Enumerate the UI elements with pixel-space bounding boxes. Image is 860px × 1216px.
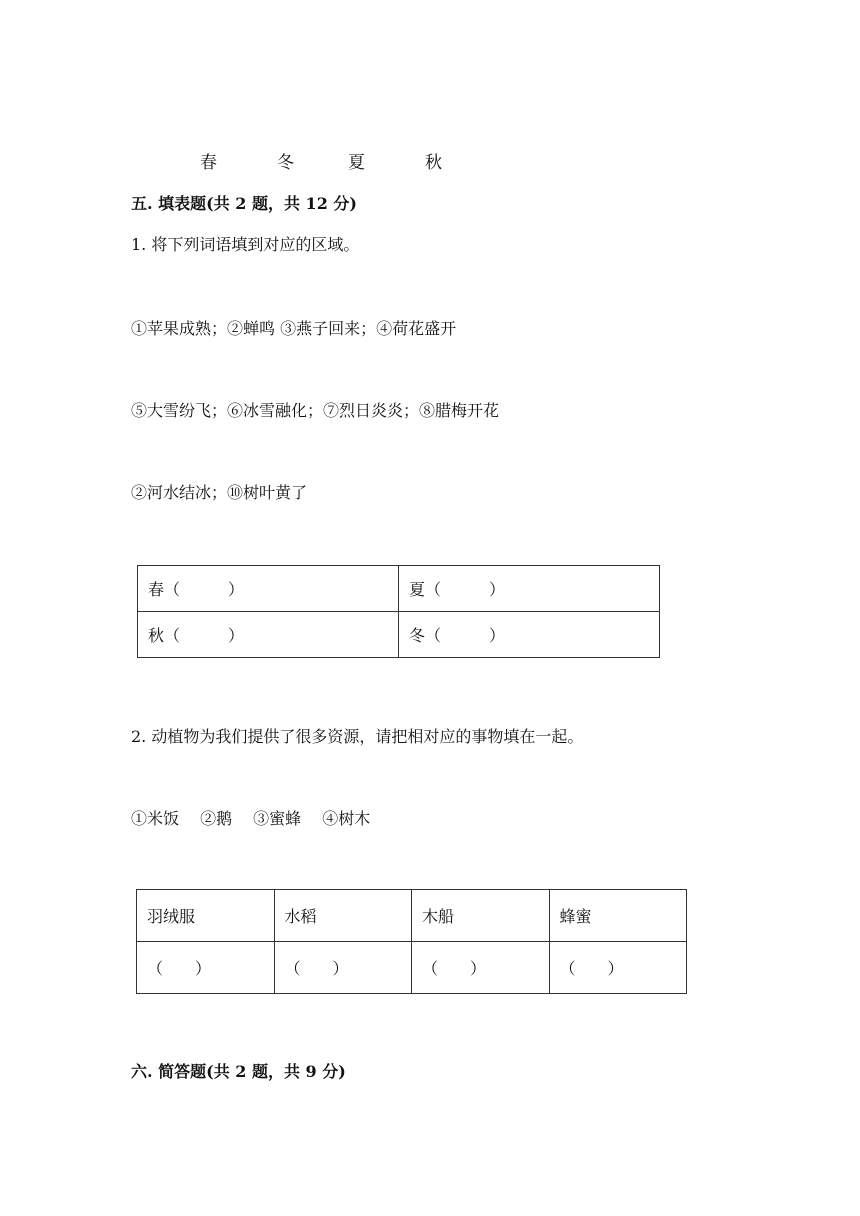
autumn-cell[interactable]: 秋（ ） (138, 612, 399, 658)
table-row (137, 942, 687, 994)
answer-blank[interactable]: （ ） (412, 942, 550, 994)
summer-cell[interactable]: 夏（ ） (399, 566, 660, 612)
header-cell: 羽绒服 (137, 890, 275, 942)
answer-blank[interactable]: （ ） (549, 942, 687, 994)
q1-items-line1: ①苹果成熟；②蝉鸣 ③燕子回来；④荷花盛开 (131, 319, 457, 338)
table-row (138, 612, 660, 658)
winter-cell[interactable]: 冬（ ） (399, 612, 660, 658)
season-word: 春 (200, 153, 217, 173)
section5-title: 五. 填表题(共 2 题，共 12 分) (131, 194, 357, 213)
answer-blank[interactable]: （ ） (274, 942, 412, 994)
q1-items-line2: ⑤大雪纷飞；⑥冰雪融化；⑦烈日炎炎；⑧腊梅开花 (131, 401, 500, 420)
answer-blank[interactable]: （ ） (137, 942, 275, 994)
spring-cell[interactable]: 春（ ） (138, 566, 399, 612)
q1-prompt: 1. 将下列词语填到对应的区域。 (131, 235, 360, 254)
table-row (137, 890, 687, 942)
season-fill-table (137, 565, 660, 658)
q2-options: ①米饭 ②鹅 ③蜜蜂 ④树木 (131, 809, 371, 828)
section6-title: 六. 简答题(共 2 题，共 9 分) (131, 1062, 346, 1081)
header-cell: 木船 (412, 890, 550, 942)
resource-match-table (136, 889, 687, 994)
q2-prompt: 2. 动植物为我们提供了很多资源，请把相对应的事物填在一起。 (131, 727, 584, 746)
table-row (138, 566, 660, 612)
season-word: 冬 (277, 153, 294, 173)
header-cell: 水稻 (274, 890, 412, 942)
season-word: 秋 (425, 153, 442, 173)
season-word: 夏 (348, 153, 365, 173)
header-cell: 蜂蜜 (549, 890, 687, 942)
q1-items-line3: ②河水结冰；⑩树叶黄了 (131, 483, 308, 502)
